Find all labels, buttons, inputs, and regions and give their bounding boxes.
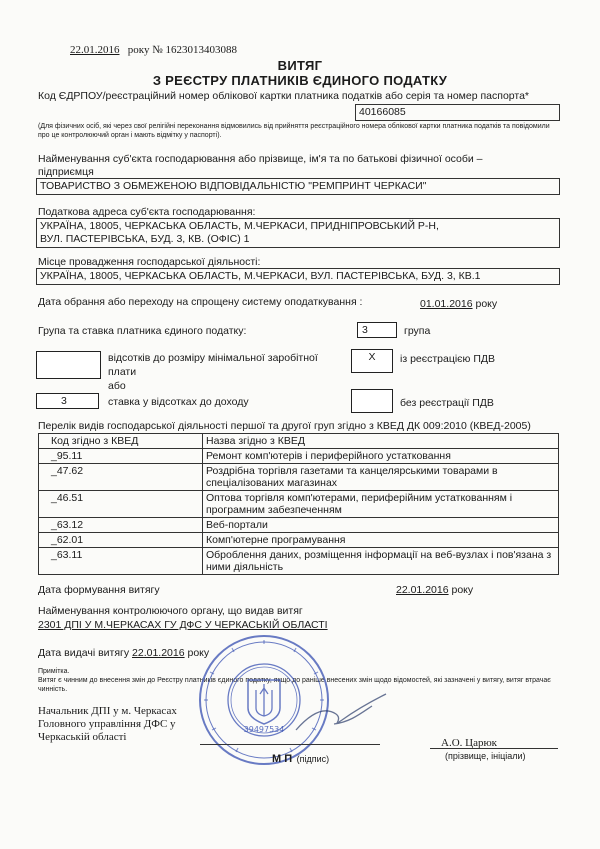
kved-name: Веб-портали — [203, 518, 559, 533]
activity-place-field — [36, 268, 560, 285]
stamp-code: 39497534 — [243, 725, 285, 734]
simplified-date-row — [420, 298, 497, 310]
edrpou-field — [355, 104, 560, 121]
simplified-date-label: Дата обрання або переходу на спрощену систему оподаткування : — [38, 296, 363, 308]
note-title: Примітка. — [38, 668, 70, 675]
official-position-2: Головного управління ДФС у — [38, 718, 176, 730]
group-suffix: група — [404, 325, 431, 337]
no-vat-checkbox — [351, 389, 393, 413]
kved-code: _62.01 — [39, 533, 203, 548]
income-rate-value: 3 — [61, 395, 67, 407]
group-value: 3 — [362, 324, 368, 336]
mp-row — [272, 749, 329, 767]
kved-col-code: Код згідно з КВЕД — [39, 434, 203, 449]
mp-label: М П — [272, 753, 293, 765]
entity-name-label-2: підприємця — [38, 166, 94, 178]
kved-caption: Перелік видів господарської діяльності першої та другої груп згідно з КВЕД ДК 009:2010 (КВЕД-2005) — [38, 420, 531, 432]
formation-date-suffix: року — [451, 584, 474, 596]
edrpou-note: (Для фізичних осіб, які через свої релігійні переконання відмовились від прийняття реєстраційного номера облікової картки платника податків та повідомили про це контролюючий орган і мають відмітку у паспорті). — [38, 123, 550, 139]
signature-line — [200, 744, 380, 745]
kved-row — [39, 533, 559, 548]
authority-value: 2301 ДПІ У М.ЧЕРКАСАХ ГУ ДФС У ЧЕРКАСЬКІЙ ОБЛАСТІ — [38, 619, 328, 631]
group-box — [357, 322, 397, 338]
vat-checkbox — [351, 349, 393, 373]
official-name: А.О. Царюк — [441, 737, 498, 749]
edrpou-label: Код ЄДРПОУ/реєстраційний номер облікової картки платника податків або серія та номер паспорта* — [38, 90, 530, 102]
kved-row — [39, 518, 559, 533]
kved-code: _63.12 — [39, 518, 203, 533]
min-wage-label: відсотків до розміру мінімальної заробітної — [108, 352, 318, 364]
kved-code: _63.11 — [39, 548, 203, 575]
kved-header-row — [39, 434, 559, 449]
edrpou-value: 40166085 — [359, 106, 406, 118]
header-number: 1623013403088 — [165, 44, 237, 56]
kved-name: Оброблення даних, розміщення інформації на веб-вузлах і пов'язана з ними діяльність — [203, 548, 559, 575]
kved-row — [39, 464, 559, 491]
kved-row — [39, 548, 559, 575]
kved-row — [39, 449, 559, 464]
kved-table — [38, 433, 559, 575]
kved-name: Ремонт комп'ютерів і периферійного устатковання — [203, 449, 559, 464]
group-label: Група та ставка платника єдиного податку: — [38, 325, 247, 337]
activity-place-label: Місце провадження господарської діяльності: — [38, 256, 261, 268]
kved-name: Оптова торгівля комп'ютерами, периферійним устаткованням і програмним забезпеченням — [203, 491, 559, 518]
official-position — [38, 705, 177, 744]
issue-suffix: року — [187, 647, 210, 659]
min-wage-box — [36, 351, 101, 379]
issue-date: 22.01.2016 — [132, 647, 185, 659]
note-text: Витяг є чинним до внесення змін до Реєстру платників єдиного податку, якщо до раніше внесених змін щодо відомостей, які зазначені у витягу, витяг втрачає чинність. — [38, 677, 551, 693]
tax-address-label: Податкова адреса суб'єкта господарювання: — [38, 206, 256, 218]
issue-label: Дата видачі витягу — [38, 647, 130, 659]
formation-date-row — [396, 584, 473, 596]
header-line — [70, 44, 237, 56]
min-wage-label-2: плати — [108, 366, 137, 378]
kved-code: _95.11 — [39, 449, 203, 464]
doc-subtitle: З РЕЄСТРУ ПЛАТНИКІВ ЄДИНОГО ПОДАТКУ — [152, 73, 448, 88]
income-rate-label: ставка у відсотках до доходу — [108, 396, 249, 408]
sign-caption: (підпис) — [296, 754, 330, 764]
formation-date: 22.01.2016 — [396, 584, 449, 596]
no-vat-label: без реєстрації ПДВ — [400, 397, 494, 409]
signature-scrawl — [290, 684, 410, 740]
entity-name-field — [36, 178, 560, 195]
authority-label: Найменування контролюючого органу, що видав витяг — [38, 605, 303, 617]
name-caption: (прізвище, ініціали) — [445, 751, 526, 761]
entity-name-label: Найменування суб'єкта господарювання або прізвище, ім'я та по батькові фізичної особи – — [38, 153, 483, 165]
header-number-label: року № — [127, 44, 163, 56]
simplified-date-suffix: року — [475, 298, 498, 310]
kved-col-name: Назва згідно з КВЕД — [203, 434, 559, 449]
kved-code: _47.62 — [39, 464, 203, 491]
tax-address-field — [36, 218, 560, 248]
official-position-1: Начальник ДПІ у м. Черкасах — [38, 705, 177, 717]
vat-label: із реєстрацією ПДВ — [400, 353, 495, 365]
simplified-date: 01.01.2016 — [420, 298, 473, 310]
header-date: 22.01.2016 — [70, 44, 120, 56]
doc-title: ВИТЯГ — [277, 58, 323, 73]
tax-address-line1: УКРАЇНА, 18005, ЧЕРКАСЬКА ОБЛАСТЬ, М.ЧЕРКАСИ, ПРИДНІПРОВСЬКИЙ Р-Н, — [40, 220, 439, 232]
vat-mark: X — [368, 351, 376, 363]
official-position-3: Черкаській області — [38, 731, 127, 743]
kved-name: Роздрібна торгівля газетами та канцелярськими товарами в спеціалізованих магазинах — [203, 464, 559, 491]
kved-row — [39, 491, 559, 518]
name-line — [430, 748, 558, 749]
formation-label: Дата формування витягу — [38, 584, 160, 596]
kved-name: Комп'ютерне програмування — [203, 533, 559, 548]
issue-row — [38, 647, 209, 659]
tax-address-line2: ВУЛ. ПАСТЕРІВСЬКА, БУД. 3, КВ. (ОФІС) 1 — [40, 233, 250, 245]
income-rate-box — [36, 393, 99, 409]
activity-place-value: УКРАЇНА, 18005, ЧЕРКАСЬКА ОБЛАСТЬ, М.ЧЕРКАСИ, ВУЛ. ПАСТЕРІВСЬКА, БУД. 3, КВ.1 — [40, 270, 481, 282]
kved-code: _46.51 — [39, 491, 203, 518]
entity-name-value: ТОВАРИСТВО З ОБМЕЖЕНОЮ ВІДПОВІДАЛЬНІСТЮ "РЕМПРИНТ ЧЕРКАСИ" — [40, 180, 427, 192]
or-label: або — [108, 380, 126, 392]
